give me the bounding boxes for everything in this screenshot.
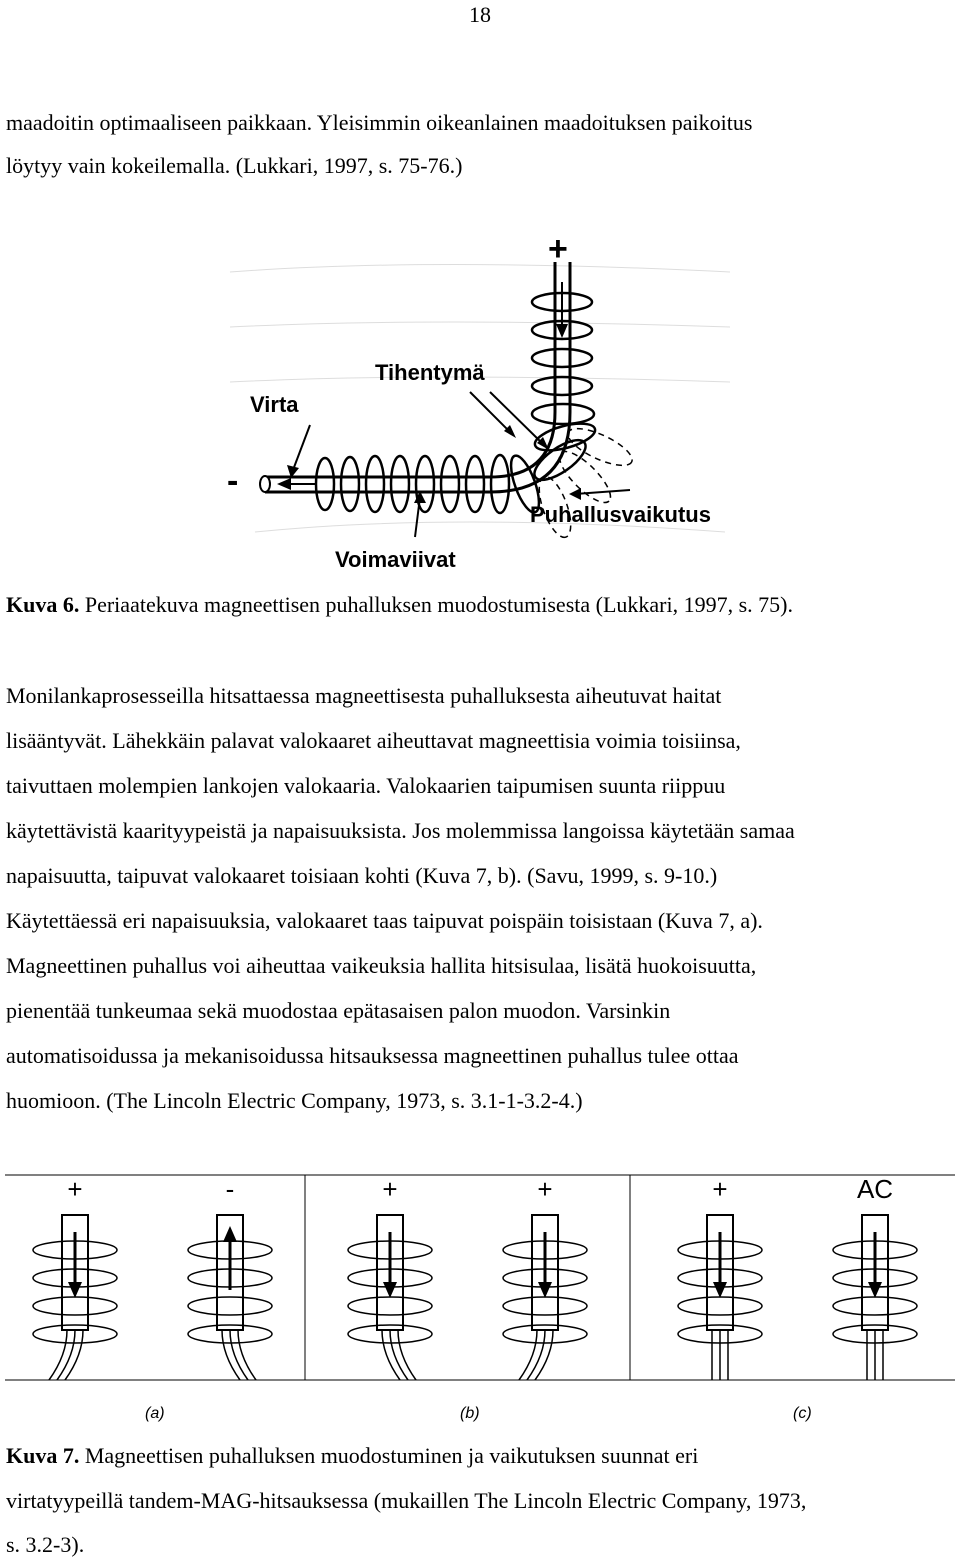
polarity-sign: - [225, 1174, 235, 1204]
figure-6-caption [6, 592, 793, 618]
body-line: Monilankaprosesseilla hitsattaessa magneettisesta puhalluksesta aiheutuvat haitat [6, 683, 722, 708]
label-tihentyma: Tihentymä [375, 360, 485, 385]
body-line: taivuttaen molempien lankojen valokaaria. Valokaarien taipumisen suunta riippuu [6, 773, 726, 798]
polarity-sign: + [712, 1174, 728, 1204]
caption-text: Periaatekuva magneettisen puhalluksen muodostumisesta (Lukkari, 1997, s. 75). [84, 592, 793, 617]
figure-7-caption-line-1 [6, 1443, 956, 1469]
panel-label-c: (c) [793, 1405, 812, 1422]
label-voimaviivat: Voimaviivat [335, 547, 456, 572]
electrode [678, 1174, 762, 1380]
figure-7-caption-line-2: virtatyypeillä tandem-MAG-hitsauksessa (mukaillen The Lincoln Electric Company, 1973, [6, 1488, 807, 1513]
figure-7-caption-line-3: s. 3.2-3). [6, 1532, 85, 1557]
arc-line [398, 1330, 416, 1380]
plus-sign: + [548, 232, 568, 268]
panel-label-b: (b) [460, 1405, 480, 1422]
body-line: huomioon. (The Lincoln Electric Company, 1973, s. 3.1-1-3.2-4.) [6, 1088, 583, 1113]
polarity-sign: + [537, 1174, 553, 1204]
body-line: lisääntyvät. Lähekkäin palavat valokaaret aiheuttavat magneettisia voimia toisiinsa, [6, 728, 741, 753]
arc-line [49, 1330, 67, 1380]
electrode [348, 1174, 432, 1380]
label-virta: Virta [250, 392, 299, 417]
caption-text: Magneettisen puhalluksen muodostuminen ja vaikutuksen suunnat eri [84, 1443, 699, 1468]
electrode [33, 1174, 117, 1380]
body-line: käytettävistä kaarityypeistä ja napaisuuksista. Jos molemmissa langoissa käytetään samaa [6, 818, 795, 843]
caption-label: Kuva 7. [6, 1443, 80, 1468]
body-line: pienentää tunkeumaa sekä muodostaa epätasaisen palon muodon. Varsinkin [6, 998, 671, 1023]
minus-sign: - [227, 462, 239, 500]
body-line: Käytettäessä eri napaisuuksia, valokaaret taas taipuvat poispäin toisistaan (Kuva 7, a). [6, 908, 763, 933]
electrode [833, 1174, 917, 1380]
figure-7-tandem-electrodes-diagram [5, 1170, 955, 1430]
polarity-sign: + [382, 1174, 398, 1204]
intro-line-2: löytyy vain kokeilemalla. (Lukkari, 1997, s. 75-76.) [6, 153, 463, 178]
electrode [503, 1174, 587, 1380]
label-puhallusvaikutus: Puhallusvaikutus [530, 502, 711, 527]
figure-6-magnetic-blow-diagram [225, 232, 735, 582]
panel-label-a: (a) [145, 1405, 165, 1422]
arc-line [238, 1330, 256, 1380]
page-number: 18 [469, 2, 491, 27]
body-line: Magneettinen puhallus voi aiheuttaa vaikeuksia hallita hitsisulaa, lisätä huokoisuutta, [6, 953, 757, 978]
caption-label: Kuva 6. [6, 592, 80, 617]
intro-line-1: maadoitin optimaaliseen paikkaan. Yleisimmin oikeanlainen maadoituksen paikoitus [6, 110, 753, 135]
polarity-sign: + [67, 1174, 83, 1204]
electrode [188, 1174, 272, 1380]
arc-line [519, 1330, 537, 1380]
body-line: napaisuutta, taipuvat valokaaret toisiaan kohti (Kuva 7, b). (Savu, 1999, s. 9-10.) [6, 863, 718, 888]
body-line: automatisoidussa ja mekanisoidussa hitsauksessa magneettinen puhallus tulee ottaa [6, 1043, 739, 1068]
polarity-sign: AC [856, 1174, 894, 1204]
